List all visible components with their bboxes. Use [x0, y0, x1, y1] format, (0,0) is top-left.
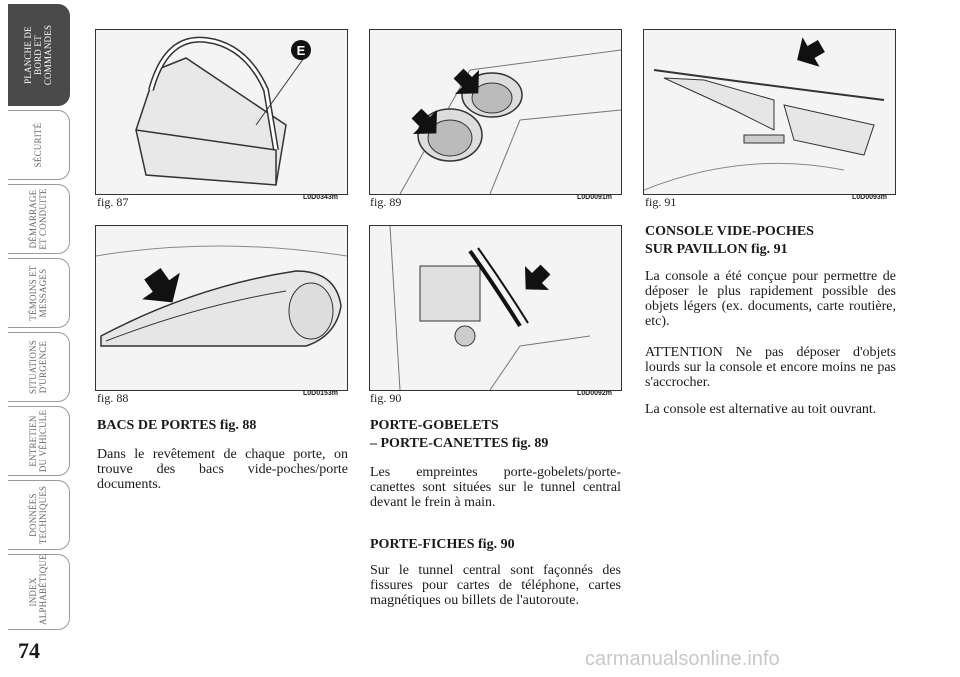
tab-donnees-techniques[interactable]: DONNÉES TECHNIQUES — [2, 476, 74, 554]
tab-securite[interactable]: SÉCURITÉ — [2, 106, 74, 184]
heading-console-line1: CONSOLE VIDE-POCHES — [645, 224, 814, 239]
figure-90-code: L0D0092m — [577, 390, 613, 397]
figure-90-label: fig. 90 — [370, 391, 402, 405]
tab-situations-urgence[interactable]: SITUATIONS D'URGENCE — [2, 328, 74, 406]
chapter-tabs — [2, 0, 76, 640]
text-console-1: La console a été conçue pour permettre de déposer le plus rapidement possible des objets légers (ex. documents, carte routière, etc). — [645, 269, 896, 329]
tab-entretien[interactable]: ENTRETIEN DU VÉHICULE — [2, 402, 74, 480]
heading-porte-gobelets-line2: – PORTE-CANETTES fig. 89 — [370, 436, 549, 451]
figure-87-marker: E — [296, 43, 306, 58]
figure-87-bag — [95, 29, 348, 195]
page-number: 74 — [18, 638, 40, 663]
text-bacs-de-portes: Dans le revêtement de chaque porte, on trouve des bacs vide-poches/porte documents. — [97, 447, 348, 492]
heading-porte-gobelets-line1: PORTE-GOBELETS — [370, 418, 499, 433]
figure-87-label: fig. 87 — [97, 195, 129, 209]
figure-88-label: fig. 88 — [97, 391, 129, 405]
heading-bacs-de-portes: BACS DE PORTES fig. 88 — [97, 418, 257, 433]
tab-index[interactable]: INDEX ALPHABÉTIQUE — [2, 550, 74, 634]
figure-88-door-pocket — [95, 225, 348, 391]
figure-91-code: L0D0093m — [852, 194, 888, 201]
tab-planche-de-bord[interactable]: PLANCHE DE BORD ET COMMANDES — [2, 0, 74, 110]
figure-90-card-holder — [369, 225, 622, 391]
heading-porte-fiches: PORTE-FICHES fig. 90 — [370, 537, 515, 552]
text-console-3: La console est alternative au toit ouvrant. — [645, 402, 877, 417]
heading-porte-gobelets — [370, 417, 621, 453]
figure-89-label: fig. 89 — [370, 195, 402, 209]
figure-88-code: L0D0153m — [303, 390, 339, 397]
text-porte-gobelets: Les empreintes porte-gobelets/porte-canettes sont situées sur le tunnel central devant le frein à main. — [370, 465, 621, 510]
heading-console-line2: SUR PAVILLON fig. 91 — [645, 242, 788, 257]
watermark: carmanualsonline.info — [585, 648, 780, 670]
figure-87-code: L0D0343m — [303, 194, 339, 201]
heading-console-vide-poches — [645, 223, 896, 259]
text-porte-fiches: Sur le tunnel central sont façonnés des fissures pour cartes de téléphone, cartes magnétiques ou billets de l'autoroute. — [370, 563, 621, 608]
figure-91-roof-console — [643, 29, 896, 195]
figure-91-label: fig. 91 — [645, 195, 677, 209]
tab-temoins[interactable]: TÉMOINS ET MESSAGES — [2, 254, 74, 332]
figure-89-code: L0D0091m — [577, 194, 613, 201]
text-console-2: ATTENTION Ne pas déposer d'objets lourds sur la console et encore moins ne pas s'accrocher. — [645, 345, 896, 390]
tab-demarrage[interactable]: DÉMARRAGE ET CONDUITE — [2, 180, 74, 258]
figure-89-cup-holders — [369, 29, 622, 195]
